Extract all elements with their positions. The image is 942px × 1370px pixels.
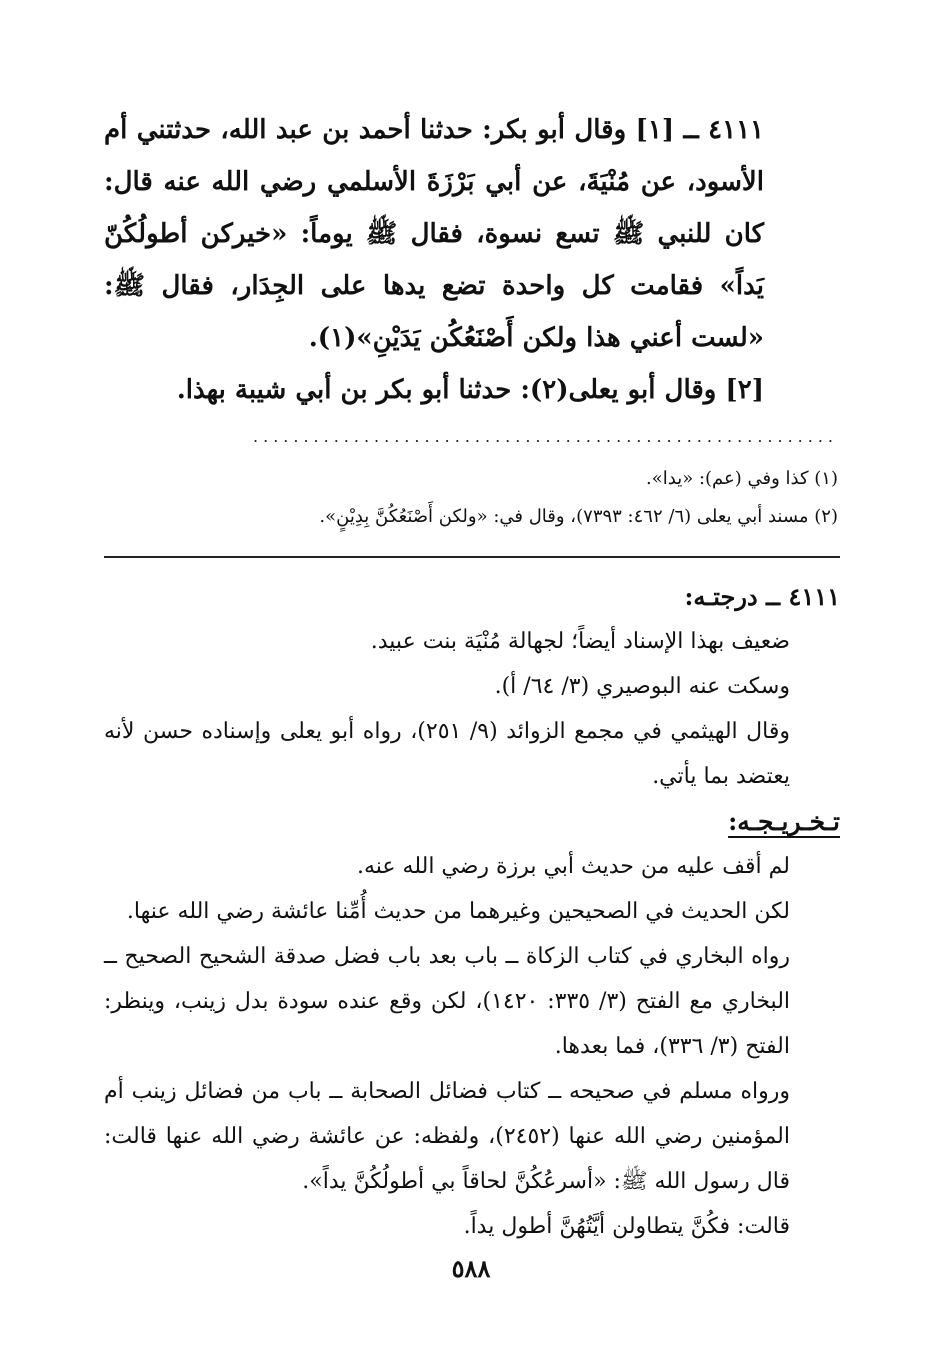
hadith-paragraph-2: [٢] وقال أبو يعلى(٢): حدثنا أبو بكر بن أبي شيبة بهذا. <box>176 375 764 405</box>
grade-heading: ٤١١١ ــ درجتـه: <box>684 582 840 611</box>
footnote-1: (١) كذا وفي (عم): «يدا». <box>646 468 838 489</box>
grade-line-1: ضعيف بهذا الإسناد أيضاً؛ لجهالة مُنْيَة بنت عبيد. <box>370 629 790 654</box>
grade-line-3: وقال الهيثمي في مجمع الزوائد (٩/ ٢٥١)، رواه أبو يعلى وإسناده حسن لأنه يعتضد بما يأتي. <box>104 719 791 789</box>
page-number: ٥٨٨ <box>451 1254 491 1283</box>
takhrij-line-5: قالت: فكُنَّ يتطاولن أيَّتُهُنَّ أطول يداً. <box>463 1214 790 1239</box>
takhrij-line-4: ورواه مسلم في صحيحه ــ كتاب فضائل الصحابة ــ باب من فضائل زينب أم المؤمنين رضي الله عنها (٢٤٥٢)، ولفظه: عن عائشة رضي الله عنها قالت: قال رسول الله ﷺ: «أسرعُكُنَّ لحاقاً بي أطولُكُنَّ يداً». <box>104 1079 790 1194</box>
footnotes <box>108 460 838 536</box>
horizontal-rule <box>104 556 840 558</box>
commentary-section <box>104 574 840 1249</box>
hadith-paragraph-1: ٤١١١ ــ [١] وقال أبو بكر: حدثنا أحمد بن عبد الله، حدثتني أم الأسود، عن مُنْيَةَ، عن أبي بَرْزَةَ الأسلمي رضي الله عنه قال: كان للنبي ﷺ تسع نسوة، فقال ﷺ يوماً: «خيركن أطولُكُنّ يَداً» فقامت كل واحدة تضع يدها على الجِدَار، فقال ﷺ: «لست أعني هذا ولكن أَصْنَعُكُن يَدَيْنِ»(١). <box>104 115 764 353</box>
takhrij-line-1: لم أقف عليه من حديث أبي برزة رضي الله عنه. <box>356 854 790 879</box>
grade-line-2: وسكت عنه البوصيري (٣/ ٦٤/ أ). <box>494 674 790 699</box>
footnote-separator: .......................................................... <box>253 430 838 444</box>
takhrij-line-3: رواه البخاري في كتاب الزكاة ــ باب بعد باب فضل صدقة الشحيح الصحيح ــ البخاري مع الفتح (٣/ ٣٣٥: ١٤٢٠)، لكن وقع عنده سودة بدل زينب، وينظر: الفتح (٣/ ٣٣٦)، فما بعدها. <box>104 944 791 1059</box>
footnote-2: (٢) مسند أبي يعلى (٦/ ٤٦٢: ٧٣٩٣)، وقال في: «ولكن أَصْنَعُكُنَّ بِدِيْنٍ». <box>319 506 838 527</box>
hadith-text <box>104 104 840 416</box>
takhrij-line-2: لكن الحديث في الصحيحين وغيرهما من حديث أُمِّنا عائشة رضي الله عنها. <box>126 899 790 924</box>
takhrij-heading: تـخـريـجـه: <box>728 807 840 836</box>
